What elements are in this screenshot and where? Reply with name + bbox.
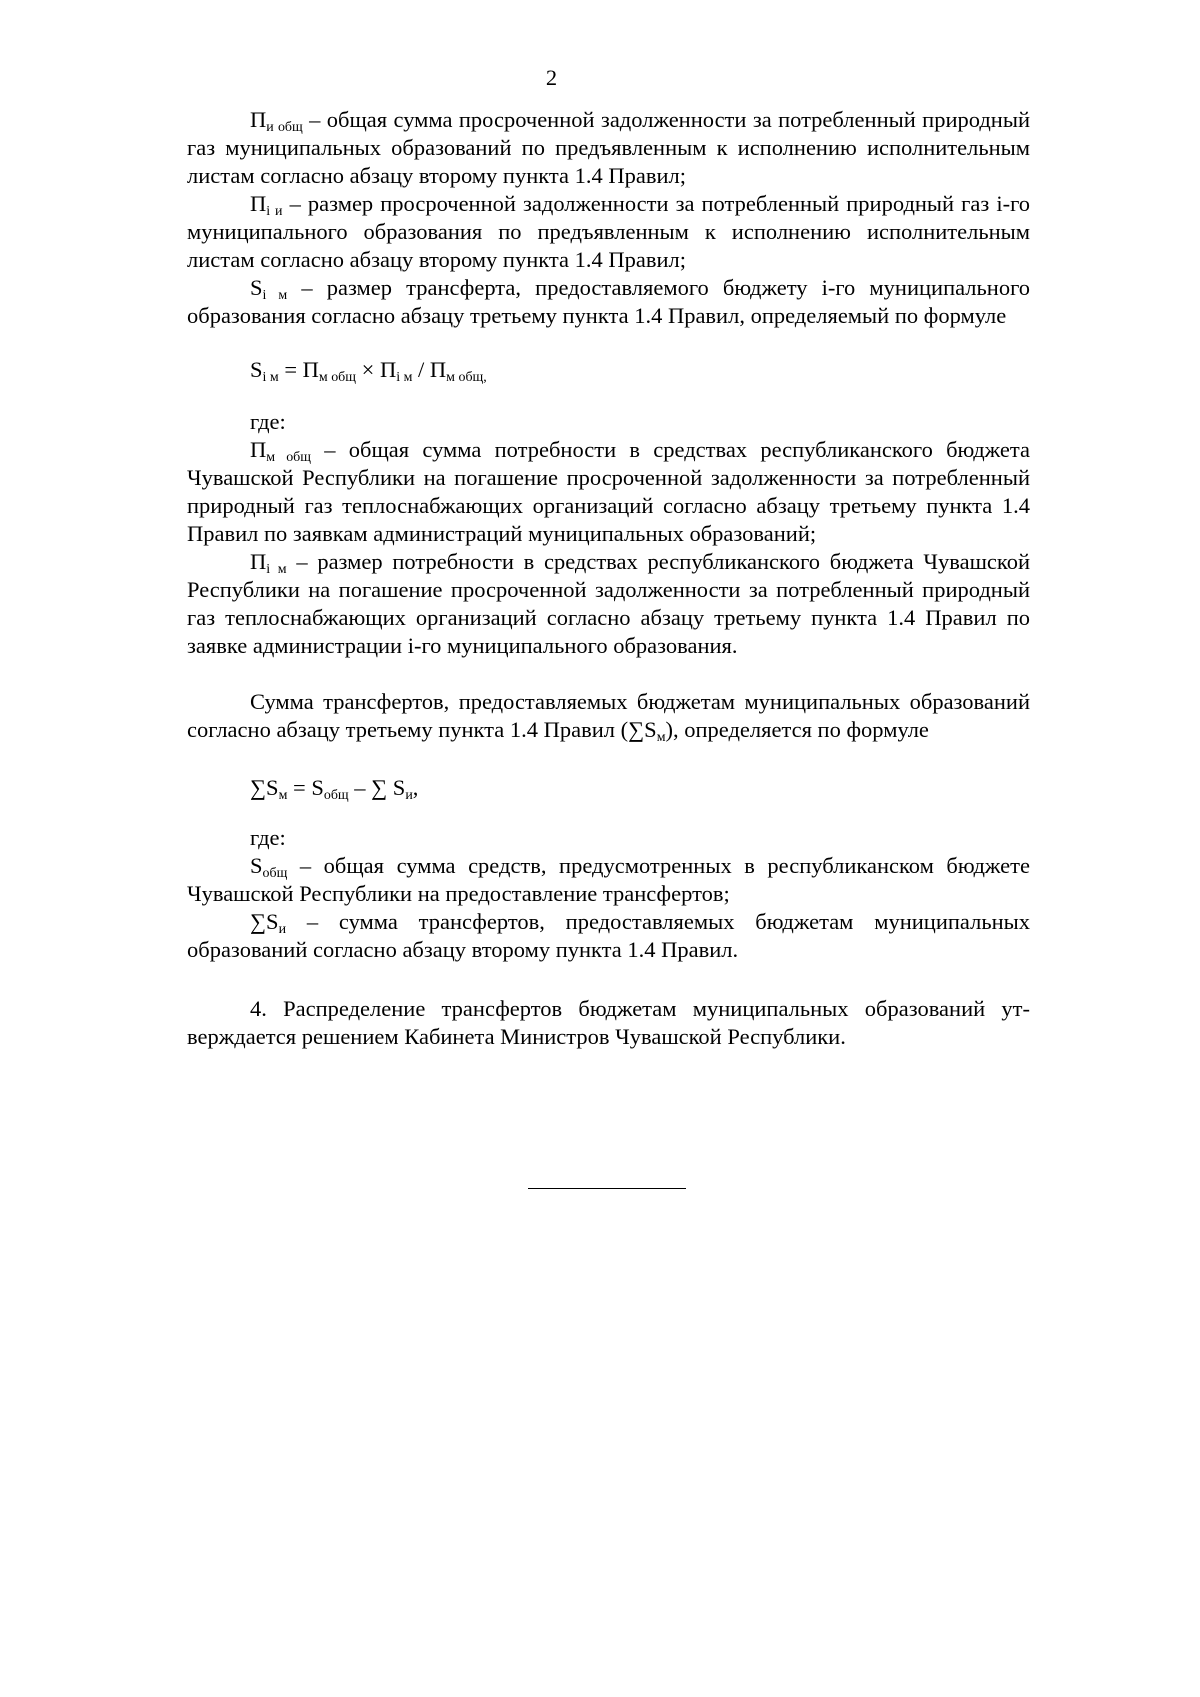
definition-text: – общая сумма средств, предусмотренных в республиканском бюджете Чувашской Республики на предоставление трансфертов; — [187, 853, 1030, 906]
page-number: 2 — [545, 65, 558, 90]
definition-text: – размер потребности в средствах республиканского бюджета Чувашской Республики на погашение просроченной задолженности за потребленный природный газ теплоснабжающих организаций согласно абзацу третьему пункта 1.4 Правил по заявке администрации i-го муниципального образования. — [187, 549, 1030, 658]
closing-divider-line — [528, 1188, 686, 1189]
symbol-subscript: и — [278, 922, 287, 938]
definition-sum-s-i — [187, 908, 1030, 964]
symbol-subscript: i и — [266, 204, 283, 220]
symbol-subscript: i м — [266, 562, 287, 578]
definition-text: – общая сумма просроченной задолженности за потребленный природный газ муниципальных образований по предъявленным к исполнению исполнительным листам согласно абзацу второму пункта 1.4 Правил; — [187, 107, 1030, 188]
definition-text: – размер трансферта, предоставляемого бюджету i-го муниципального образования согласно абзацу третьему пункта 1.4 Правил, определяемый по формуле — [187, 275, 1030, 328]
where-label: где: — [250, 409, 286, 434]
definition-text: – размер просроченной задолженности за потребленный природный газ i-го муниципального образования по предъявленным к исполнению исполнительным листам согласно абзацу второму пункта 1.4 Правил; — [187, 191, 1030, 272]
formula-sum: $\sum S_м = S_{общ}$ – ∑ $S_и$, — [250, 775, 419, 804]
definition-text: – сумма трансфертов, предоставляемых бюджетам муниципальных образований согласно абзацу второму пункта 1.4 Правил. — [187, 909, 1030, 962]
symbol-subscript: и общ — [266, 120, 303, 136]
symbol: П — [250, 107, 267, 132]
symbol: ∑S — [250, 909, 279, 934]
definition-s-obsh — [187, 852, 1030, 908]
definition-s-i-m — [187, 274, 1030, 330]
symbol: S — [250, 853, 263, 878]
definition-p-i-obsh — [187, 106, 1030, 190]
symbol-subscript: i м — [262, 288, 288, 304]
symbol: П — [250, 437, 267, 462]
where-label: где: — [250, 825, 286, 850]
definition-p-i-m — [187, 548, 1030, 660]
clause-4: 4. Распределение трансфертов бюджетам муниципальных образований утверждается решением Кабинета Министров Чувашской Республики. — [187, 996, 1030, 1049]
symbol: П — [250, 191, 267, 216]
symbol-subscript: общ — [262, 866, 288, 882]
document-body — [187, 106, 1030, 1051]
symbol: S — [250, 275, 263, 300]
definition-p-i-i — [187, 190, 1030, 274]
symbol: П — [250, 549, 267, 574]
sum-paragraph: Сумма трансфертов, предоставляемых бюджетам муниципальных образований согласно абзацу третьему пункта 1.4 Правил $(\sum S_м)$, определяется по формуле — [187, 689, 1030, 746]
symbol-subscript: м общ — [266, 450, 311, 466]
formula-transfer: $S_{i м} = П_{м общ} \times П_{i м} / П_{м общ,}$ — [250, 357, 487, 386]
definition-text: – общая сумма потребности в средствах республиканского бюджета Чувашской Республики на погашение просроченной задолженности за потребленный природный газ теплоснабжающих организаций согласно абзацу третьему пункта 1.4 Правил по заявкам администраций муниципальных образований; — [187, 437, 1030, 546]
definition-p-m-obsh — [187, 436, 1030, 548]
